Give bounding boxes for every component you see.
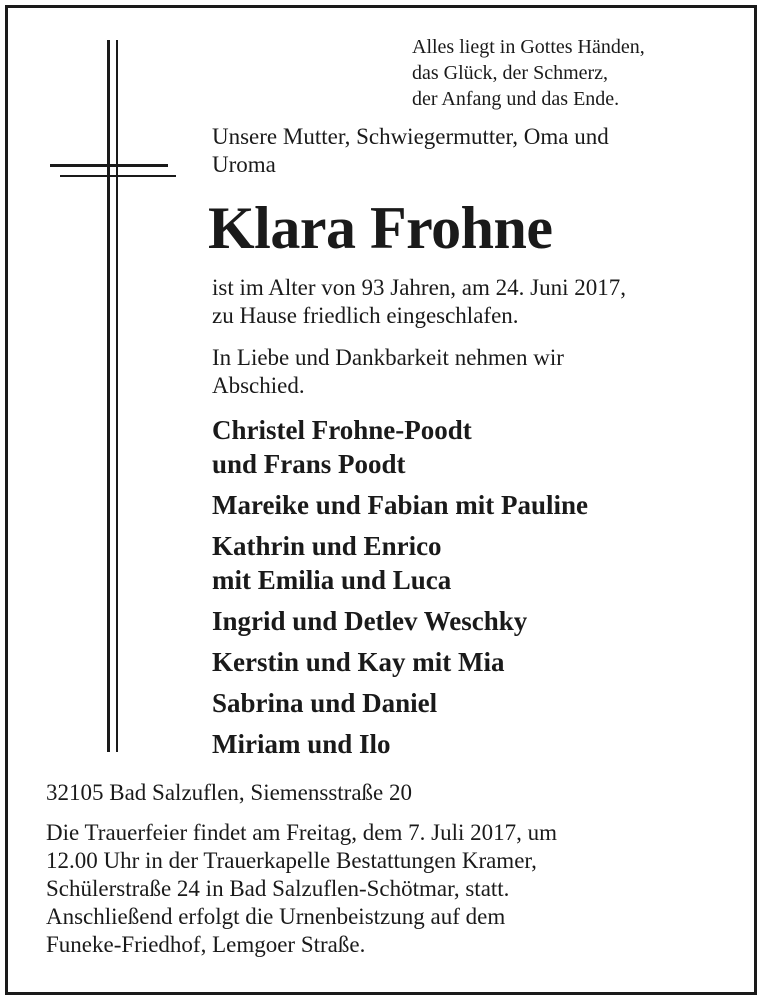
mourner-line: Kerstin und Kay mit Mia [212, 647, 505, 677]
mourner-line: Kathrin und Enrico [212, 531, 442, 561]
farewell-text [212, 344, 732, 400]
intro-line: Unsere Mutter, Schwiegermutter, Oma und [212, 124, 609, 149]
mourner-group [212, 529, 588, 597]
funeral-details [46, 819, 726, 959]
mourner-line: mit Emilia und Luca [212, 565, 452, 595]
family-address: 32105 Bad Salzuflen, Siemensstraße 20 [46, 780, 413, 805]
mourner-group [212, 645, 588, 679]
farewell-line: In Liebe und Dankbarkeit nehmen wir [212, 345, 564, 370]
funeral-line: Schülerstraße 24 in Bad Salzuflen-Schötmar, statt. [46, 876, 510, 901]
mourner-line: Christel Frohne-Poodt [212, 415, 472, 445]
motto-verse [412, 34, 645, 112]
mourner-line: Mareike und Fabian mit Pauline [212, 490, 589, 520]
mourner-line: Ingrid und Detlev Weschky [212, 606, 528, 636]
funeral-line: Die Trauerfeier findet am Freitag, dem 7. Juli 2017, um [46, 820, 558, 845]
death-line: zu Hause friedlich eingeschlafen. [212, 303, 519, 328]
mourner-line: Sabrina und Daniel [212, 688, 438, 718]
mourner-line: und Frans Poodt [212, 449, 406, 479]
funeral-line: Funeke-Friedhof, Lemgoer Straße. [46, 932, 366, 957]
intro-line: Uroma [212, 152, 276, 177]
death-line: ist im Alter von 93 Jahren, am 24. Juni 2017, [212, 275, 626, 300]
motto-line: Alles liegt in Gottes Händen, [412, 36, 645, 58]
mourner-line: Miriam und Ilo [212, 729, 391, 759]
funeral-line: Anschließend erfolgt die Urnenbeistzung auf dem [46, 904, 506, 929]
mourner-group [212, 604, 588, 638]
deceased-name: Klara Frohne [208, 195, 553, 261]
mourner-group [212, 727, 588, 761]
mourner-group [212, 413, 588, 481]
funeral-line: 12.00 Uhr in der Trauerkapelle Bestattungen Kramer, [46, 848, 537, 873]
intro-text [212, 123, 732, 179]
motto-line: das Glück, der Schmerz, [412, 62, 609, 84]
mourner-group [212, 488, 588, 522]
farewell-line: Abschied. [212, 373, 305, 398]
motto-line: der Anfang und das Ende. [412, 88, 620, 110]
death-statement [212, 274, 742, 330]
mourners-list [212, 413, 588, 768]
mourner-group [212, 686, 588, 720]
